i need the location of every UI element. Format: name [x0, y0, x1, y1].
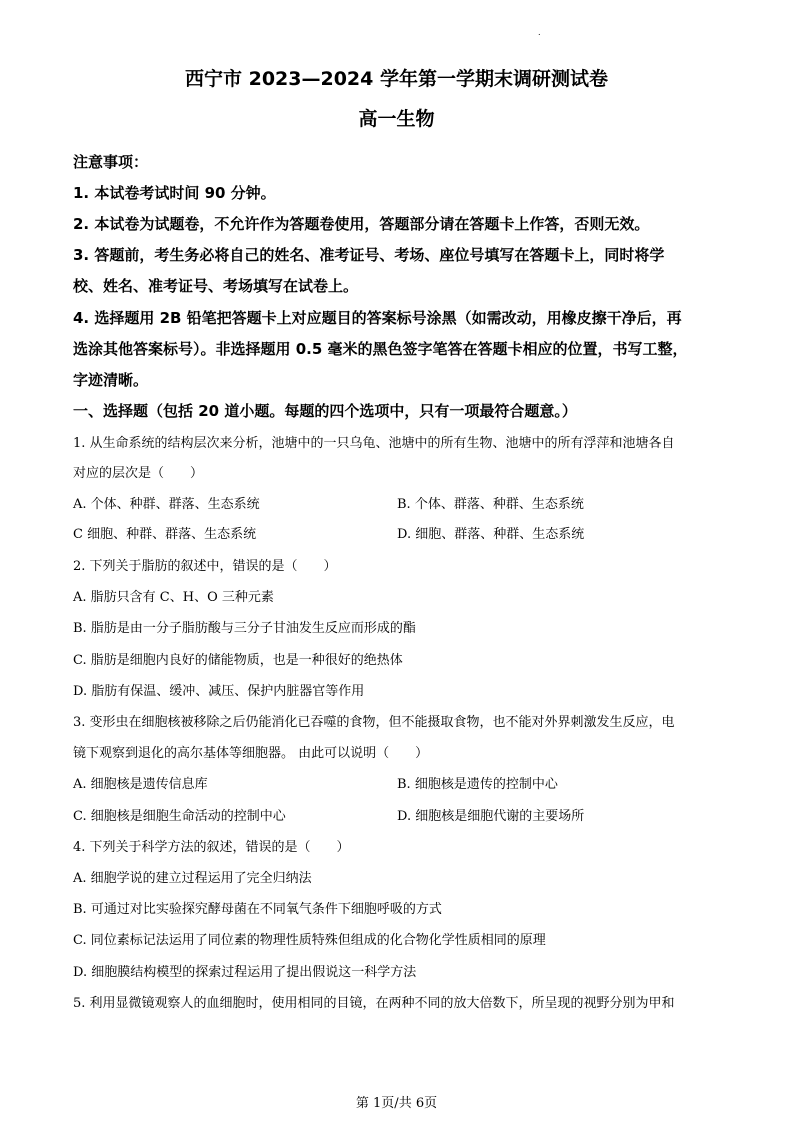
question-2-option-b: B. 脂肪是由一分子脂肪酸与三分子甘油发生反应而形成的酯 [73, 621, 416, 636]
notice-heading: 注意事项： [73, 153, 149, 171]
exam-title: 西宁市 2023—2024 学年第一学期末调研测试卷 [185, 68, 608, 90]
question-4-option-d: D. 细胞膜结构模型的探索过程运用了提出假说这一科学方法 [73, 965, 417, 980]
notice-item: 3. 答题前，考生务必将自己的姓名、准考证号、考场、座位号填写在答题卡上，同时将学 [73, 246, 665, 264]
notice-item: 选涂其他答案标号）。非选择题用 0.5 毫米的黑色签字笔答在答题卡相应的位置，书写工整， [73, 340, 688, 358]
question-4-option-a: A. 细胞学说的建立过程运用了完全归纳法 [73, 871, 312, 886]
question-2-option-c: C. 脂肪是细胞内良好的储能物质，也是一种很好的绝热体 [73, 653, 403, 668]
question-1-option-b: B. 个体、群落、种群、生态系统 [397, 497, 584, 512]
question-3-option-d: D. 细胞核是细胞代谢的主要场所 [397, 809, 585, 824]
exam-subject: 高一生物 [358, 108, 435, 130]
stray-dot: . [538, 28, 541, 37]
question-1-stem: 1. 从生命系统的结构层次来分析，池塘中的一只乌龟、池塘中的所有生物、池塘中的所有浮萍和池塘各自 [73, 436, 675, 451]
question-2-option-d: D. 脂肪有保温、缓冲、减压、保护内脏器官等作用 [73, 684, 365, 699]
notice-item: 字迹清晰。 [73, 371, 149, 389]
notice-item: 4. 选择题用 2B 铅笔把答题卡上对应题目的答案标号涂黑（如需改动，用橡皮擦干净后，再 [73, 309, 682, 327]
question-3-option-b: B. 细胞核是遗传的控制中心 [397, 777, 558, 792]
question-4-stem: 4. 下列关于科学方法的叙述，错误的是（ ） [73, 840, 350, 855]
question-3-option-a: A. 细胞核是遗传信息库 [73, 777, 208, 792]
question-3-stem-cont: 镜下观察到退化的高尔基体等细胞器。 由此可以说明（ ） [73, 746, 429, 761]
question-4-option-c: C. 同位素标记法运用了同位素的物理性质特殊但组成的化合物化学性质相同的原理 [73, 933, 546, 948]
question-3-option-c: C. 细胞核是细胞生命活动的控制中心 [73, 809, 286, 824]
section-heading: 一、选择题（包括 20 道小题。每题的四个选项中，只有一项最符合题意。） [73, 402, 577, 420]
notice-item: 校、姓名、准考证号、考场填写在试卷上。 [73, 277, 359, 295]
question-2-stem: 2. 下列关于脂肪的叙述中，错误的是（ ） [73, 559, 337, 574]
question-1-option-a: A. 个体、种群、群落、生态系统 [73, 497, 260, 512]
question-5-stem: 5. 利用显微镜观察人的血细胞时，使用相同的目镜，在两种不同的放大倍数下，所呈现的视野分别为甲和 [73, 996, 675, 1011]
notice-item: 2. 本试卷为试题卷，不允许作为答题卷使用，答题部分请在答题卡上作答，否则无效。 [73, 215, 650, 233]
question-1-stem-cont: 对应的层次是（ ） [73, 466, 204, 481]
question-3-stem: 3. 变形虫在细胞核被移除之后仍能消化已吞噬的食物，但不能摄取食物，也不能对外界刺激发生反应，电 [73, 715, 675, 730]
notice-item: 1. 本试卷考试时间 90 分钟。 [73, 184, 276, 202]
page-number: 第 1页/共 6页 [355, 1096, 438, 1111]
question-1-option-c: C 细胞、种群、群落、生态系统 [73, 527, 257, 542]
question-4-option-b: B. 可通过对比实验探究酵母菌在不同氧气条件下细胞呼吸的方式 [73, 902, 442, 917]
question-2-option-a: A. 脂肪只含有 C、H、O 三种元素 [73, 590, 274, 605]
question-1-option-d: D. 细胞、群落、种群、生态系统 [397, 527, 585, 542]
